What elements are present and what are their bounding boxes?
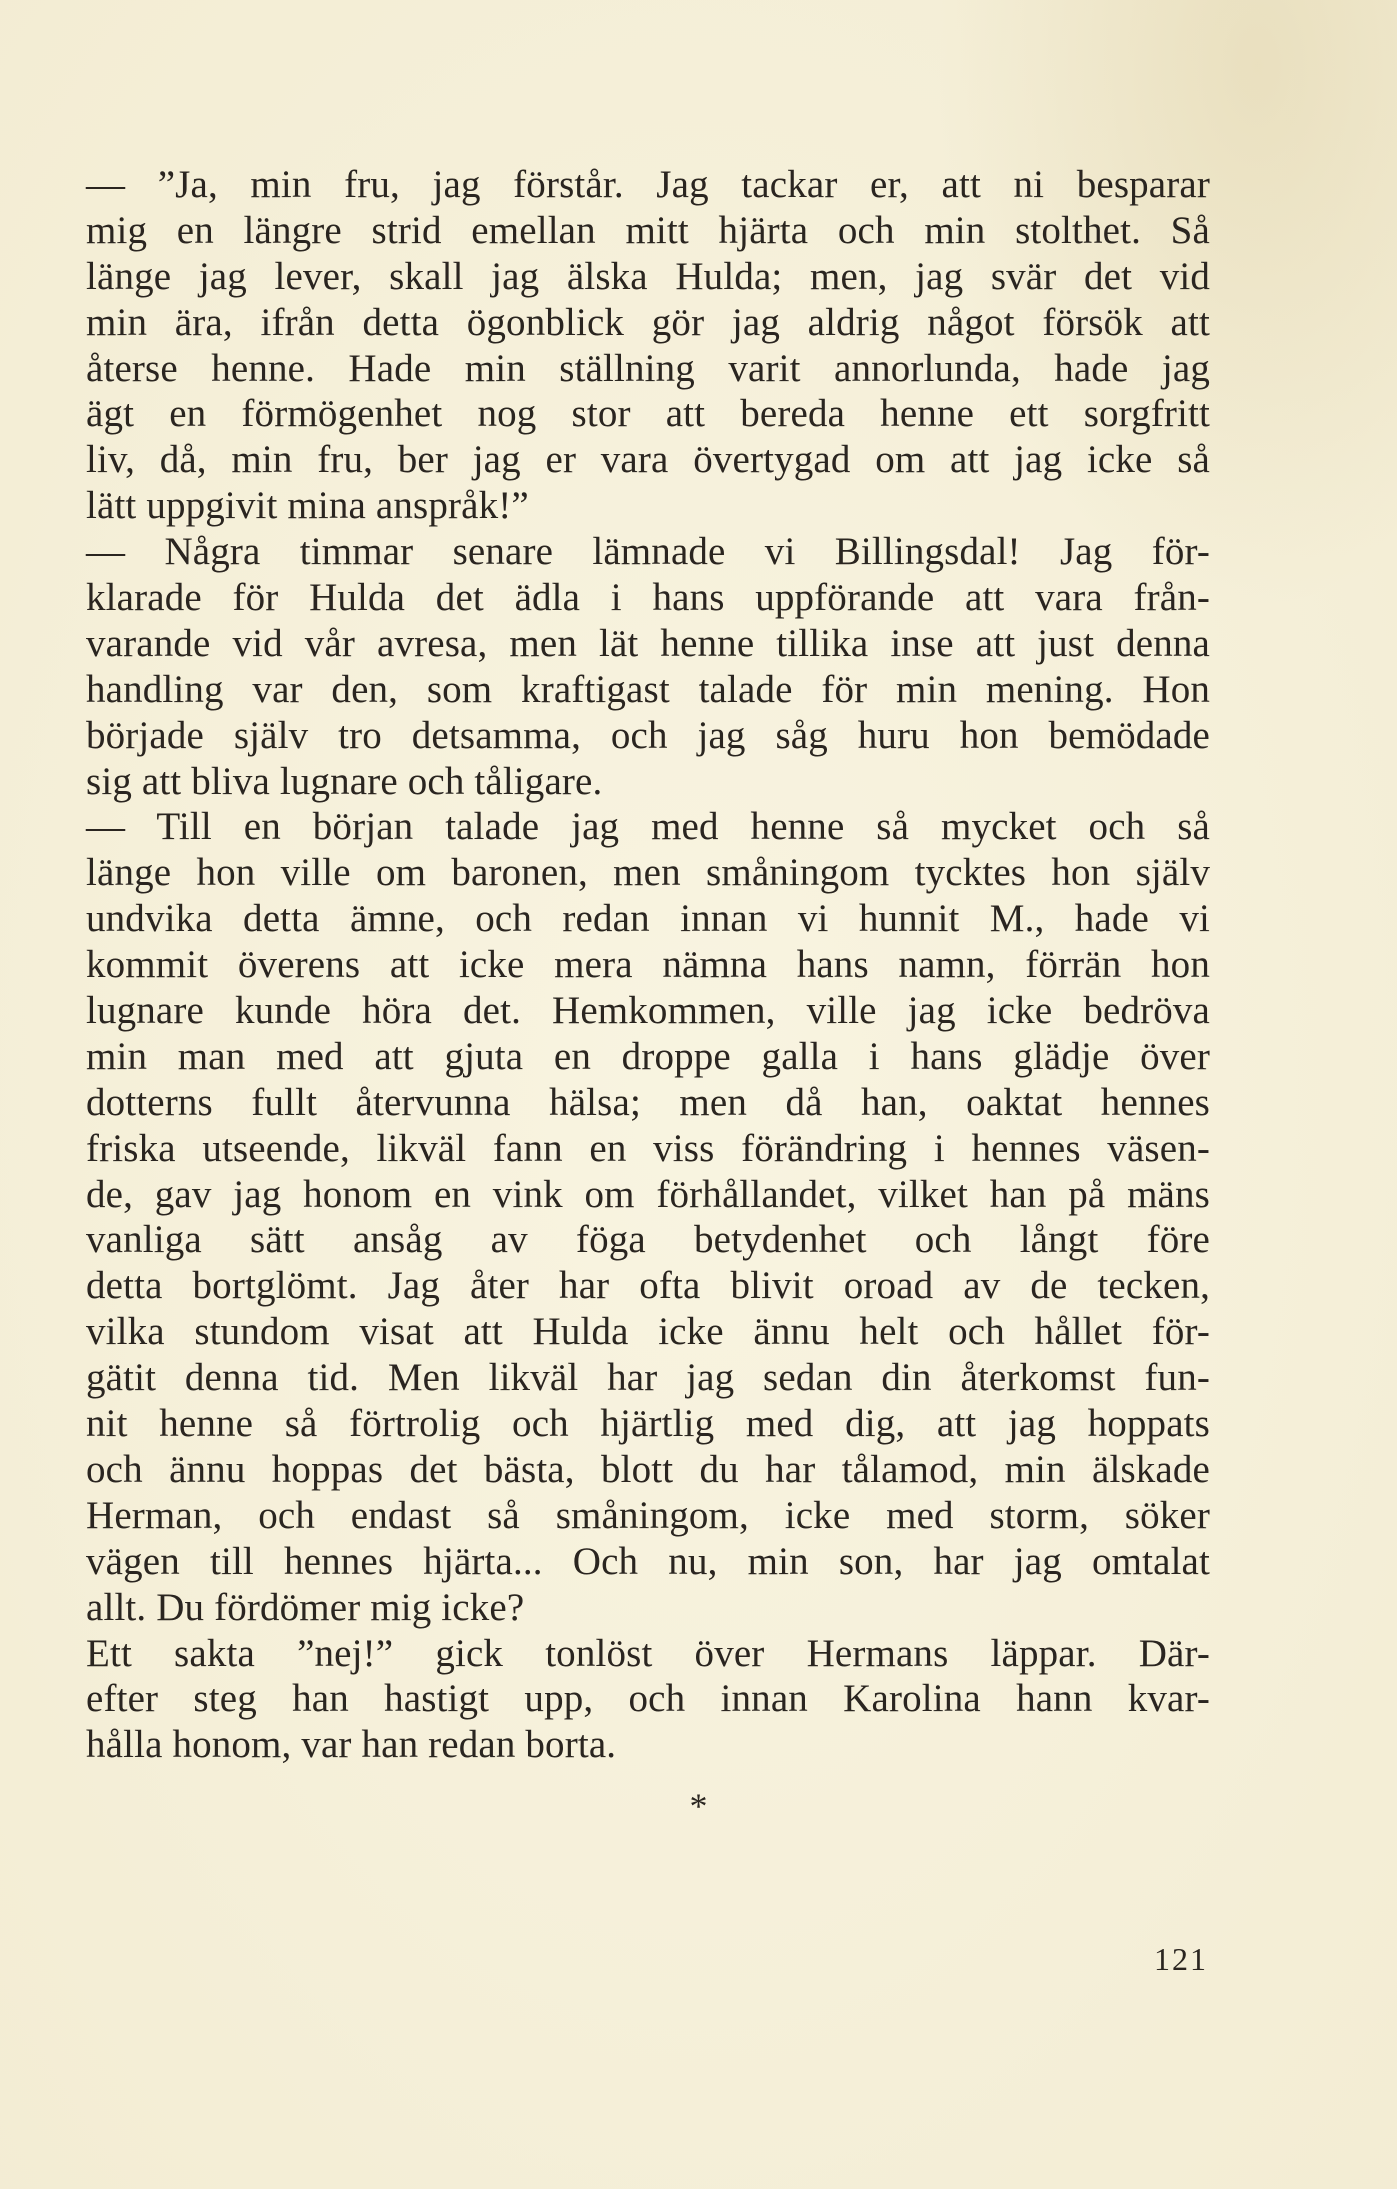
text-line: återse henne. Hade min ställning varit annorlunda, hade jag: [86, 346, 1210, 390]
text-line: dotterns fullt återvunna hälsa; men då han, oaktat hennes: [86, 1080, 1210, 1124]
text-line: detta bortglömt. Jag åter har ofta blivit oroad av de tecken,: [86, 1264, 1210, 1308]
text-line: vanliga sätt ansåg av föga betydenhet och långt före: [86, 1218, 1210, 1262]
text-line: vilka stundom visat att Hulda icke ännu helt och hållet för-: [86, 1310, 1210, 1354]
text-line: — Till en början talade jag med henne så mycket och så: [86, 805, 1210, 849]
text-line: länge jag lever, skall jag älska Hulda; men, jag svär det vid: [86, 254, 1210, 298]
body-text: [86, 162, 1210, 1768]
page-number: 121: [1154, 1941, 1208, 1977]
text-line: nit henne så förtrolig och hjärtlig med dig, att jag hoppats: [86, 1402, 1210, 1446]
text-line: friska utseende, likväl fann en viss förändring i hennes väsen-: [86, 1126, 1210, 1170]
text-line: varande vid vår avresa, men lät henne tillika inse att just denna: [86, 621, 1210, 665]
text-line: kommit överens att icke mera nämna hans namn, förrän hon: [86, 943, 1210, 987]
text-line: vägen till hennes hjärta... Och nu, min son, har jag omtalat: [86, 1539, 1210, 1583]
text-line: Ett sakta ”nej!” gick tonlöst över Hermans läppar. Där-: [86, 1631, 1210, 1675]
text-line: började själv tro detsamma, och jag såg huru hon bemödade: [86, 713, 1210, 757]
section-separator: *: [689, 1786, 708, 1826]
text-line: — ”Ja, min fru, jag förstår. Jag tackar er, att ni besparar: [86, 163, 1210, 206]
text-line: handling var den, som kraftigast talade för min mening. Hon: [86, 667, 1210, 711]
text-line: ägt en förmögenhet nog stor att bereda henne ett sorgfritt: [86, 392, 1210, 436]
text-line: — Några timmar senare lämnade vi Billingsdal! Jag för-: [86, 530, 1210, 574]
text-line: och ännu hoppas det bästa, blott du har tålamod, min älskade: [86, 1447, 1210, 1491]
text-line: sig att bliva lugnare och tåligare.: [86, 759, 603, 803]
text-line: hålla honom, var han redan borta.: [86, 1723, 617, 1767]
text-line: min man med att gjuta en droppe galla i hans glädje över: [86, 1034, 1210, 1078]
text-line: gätit denna tid. Men likväl har jag sedan din återkomst fun-: [86, 1356, 1210, 1400]
text-line: Herman, och endast så småningom, icke med storm, söker: [86, 1493, 1210, 1537]
text-line: liv, då, min fru, ber jag er vara övertygad om att jag icke så: [86, 438, 1210, 482]
text-line: undvika detta ämne, och redan innan vi hunnit M., hade vi: [86, 897, 1210, 941]
text-line: efter steg han hastigt upp, och innan Karolina hann kvar-: [86, 1677, 1210, 1721]
text-line: min ära, ifrån detta ögonblick gör jag aldrig något försök att: [86, 300, 1210, 344]
text-line: klarade för Hulda det ädla i hans uppförande att vara från-: [86, 576, 1210, 620]
text-line: lugnare kunde höra det. Hemkommen, ville jag icke bedröva: [86, 989, 1210, 1033]
text-line: lätt uppgivit mina anspråk!”: [86, 484, 529, 528]
text-line: allt. Du fördömer mig icke?: [86, 1585, 525, 1629]
text-line: de, gav jag honom en vink om förhållandet, vilket han på mäns: [86, 1172, 1210, 1216]
text-line: länge hon ville om baronen, men småningom tycktes hon själv: [86, 851, 1210, 895]
text-line: mig en längre strid emellan mitt hjärta och min stolthet. Så: [86, 208, 1210, 252]
